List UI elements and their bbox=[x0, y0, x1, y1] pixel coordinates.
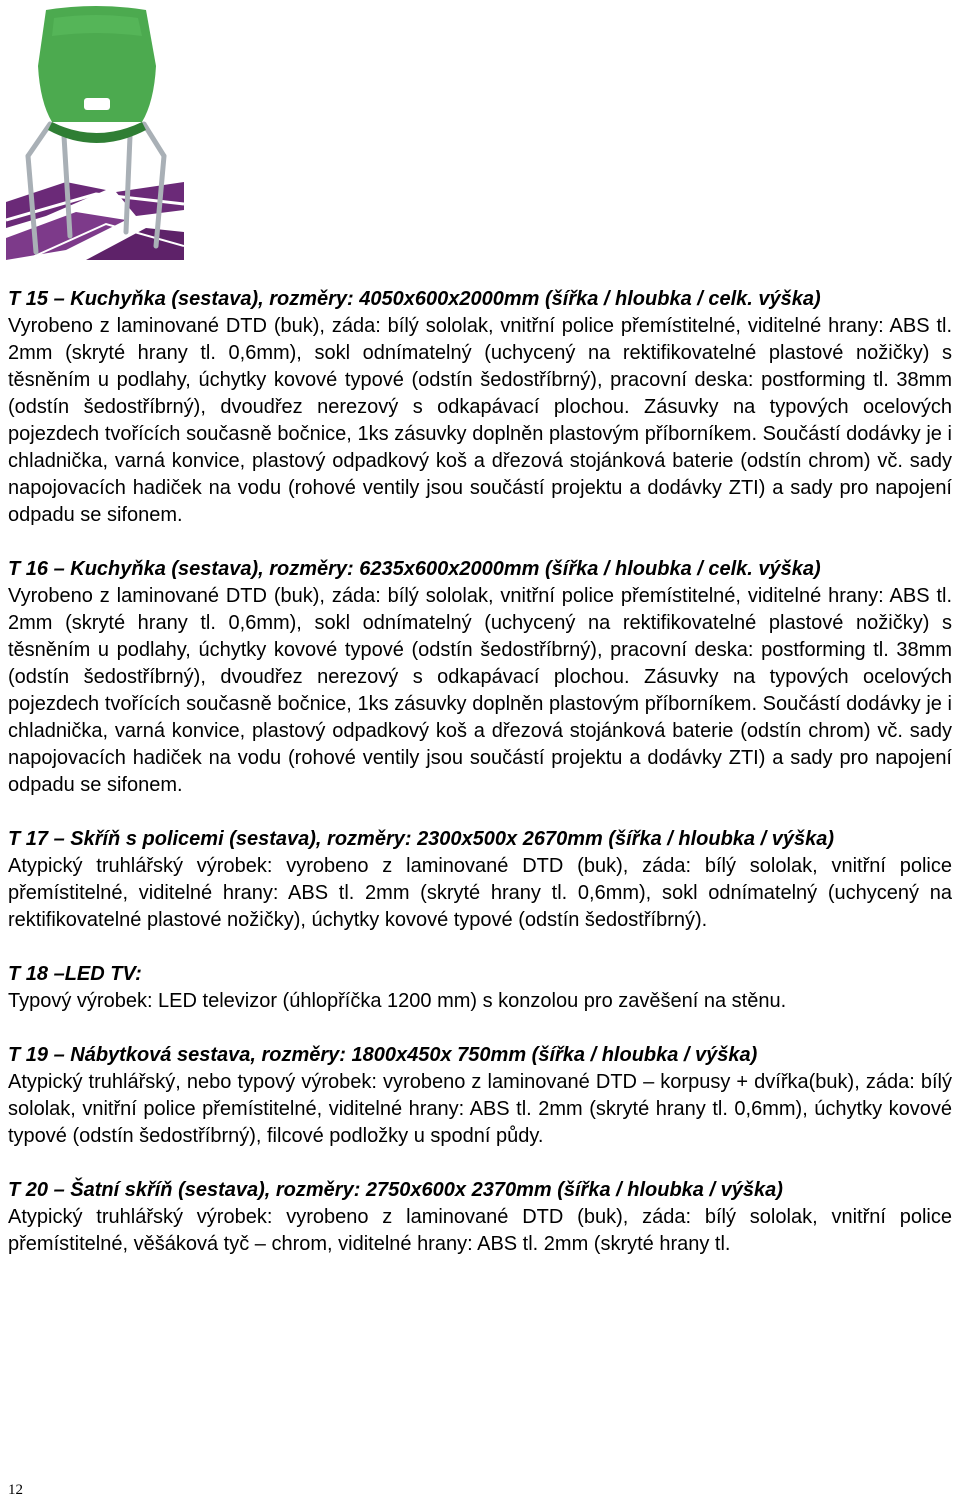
section-title: T 15 – Kuchyňka (sestava), rozměry: 4050x600x2000mm (šířka / hloubka / celk. výška) bbox=[8, 288, 821, 310]
section-body: Typový výrobek: LED televizor (úhlopříčka 1200 mm) s konzolou pro zavěšení na stěnu. bbox=[8, 990, 787, 1012]
section-body: Vyrobeno z laminované DTD (buk), záda: bílý sololak, vnitřní police přemístitelné, viditelné hrany: ABS tl. 2mm (skryté hrany tl. 0,6mm), sokl odnímatelný (uchycený na rektifikovatelné plastové nožičky) s těsněním u podlahy, úchytky kovové typové (odstín šedostříbrný), pracovní deska: postforming tl. 38mm (odstín šedostříbrný), dvoudřez nerezový s odkapávací plochou. Zásuvky na typových ocelových pojezdech tvořících současně bočnice, 1ks zásuvky doplněn plastovým příborníkem. Součástí dodávky je i chladnička, varná konvice, plastový odpadkový koš a dřezová stojánková baterie (odstín chrom) vč. sady napojovacích hadiček na vodu (rohové ventily jsou součástí projektu a dodávky ZTI) a sady pro napojení odpadu se sifonem. bbox=[8, 585, 952, 796]
section-body: Vyrobeno z laminované DTD (buk), záda: bílý sololak, vnitřní police přemístitelné, viditelné hrany: ABS tl. 2mm (skryté hrany tl. 0,6mm), sokl odnímatelný (uchycený na rektifikovatelné plastové nožičky) s těsněním u podlahy, úchytky kovové typové (odstín šedostříbrný), pracovní deska: postforming tl. 38mm (odstín šedostříbrný), dvoudřez nerezový s odkapávací plochou. Zásuvky na typových ocelových pojezdech tvořících současně bočnice, 1ks zásuvky doplněn plastovým příborníkem. Součástí dodávky je i chladnička, varná konvice, plastový odpadkový koš a dřezová stojánková baterie (odstín chrom) vč. sady napojovacích hadiček na vodu (rohové ventily jsou součástí projektu a dodávky ZTI) a sady pro napojení odpadu se sifonem. bbox=[8, 315, 952, 526]
section-body: Atypický truhlářský výrobek: vyrobeno z laminované DTD (buk), záda: bílý sololak, vnitřní police přemístitelné, věšáková tyč – chrom, viditelné hrany: ABS tl. 2mm (skryté hrany tl. bbox=[8, 1206, 952, 1255]
section-title: T 19 – Nábytková sestava, rozměry: 1800x450x 750mm (šířka / hloubka / výška) bbox=[8, 1044, 758, 1066]
section-t17 bbox=[8, 826, 952, 934]
section-t15 bbox=[8, 286, 952, 529]
section-title: T 16 – Kuchyňka (sestava), rozměry: 6235x600x2000mm (šířka / hloubka / celk. výška) bbox=[8, 558, 821, 580]
section-t19 bbox=[8, 1042, 952, 1150]
section-t20 bbox=[8, 1177, 952, 1258]
section-t18 bbox=[8, 961, 952, 1015]
section-body: Atypický truhlářský, nebo typový výrobek: vyrobeno z laminované DTD – korpusy + dvířka(buk), záda: bílý sololak, vnitřní police přemístitelné, viditelné hrany: ABS tl. 2mm (skryté hrany tl. 0,6mm), úchytky kovové typové (odstín šedostříbrný), filcové podložky u spodní půdy. bbox=[8, 1071, 952, 1147]
section-t16 bbox=[8, 556, 952, 799]
section-title: T 20 – Šatní skříň (sestava), rozměry: 2750x600x 2370mm (šířka / hloubka / výška) bbox=[8, 1179, 783, 1201]
chair-image bbox=[6, 6, 184, 260]
section-title: T 18 –LED TV: bbox=[8, 963, 142, 985]
chair-shell bbox=[38, 6, 156, 143]
section-body: Atypický truhlářský výrobek: vyrobeno z laminované DTD (buk), záda: bílý sololak, vnitřní police přemístitelné, viditelné hrany: ABS tl. 2mm (skryté hrany tl. 0,6mm), sokl odnímatelný (uchycený na rektifikovatelné plastové nožičky), úchytky kovové typové (odstín šedostříbrný). bbox=[8, 855, 952, 931]
page-number: 12 bbox=[8, 1482, 23, 1498]
document-content bbox=[8, 286, 952, 1285]
section-title: T 17 – Skříň s policemi (sestava), rozměry: 2300x500x 2670mm (šířka / hloubka / výška) bbox=[8, 828, 834, 850]
